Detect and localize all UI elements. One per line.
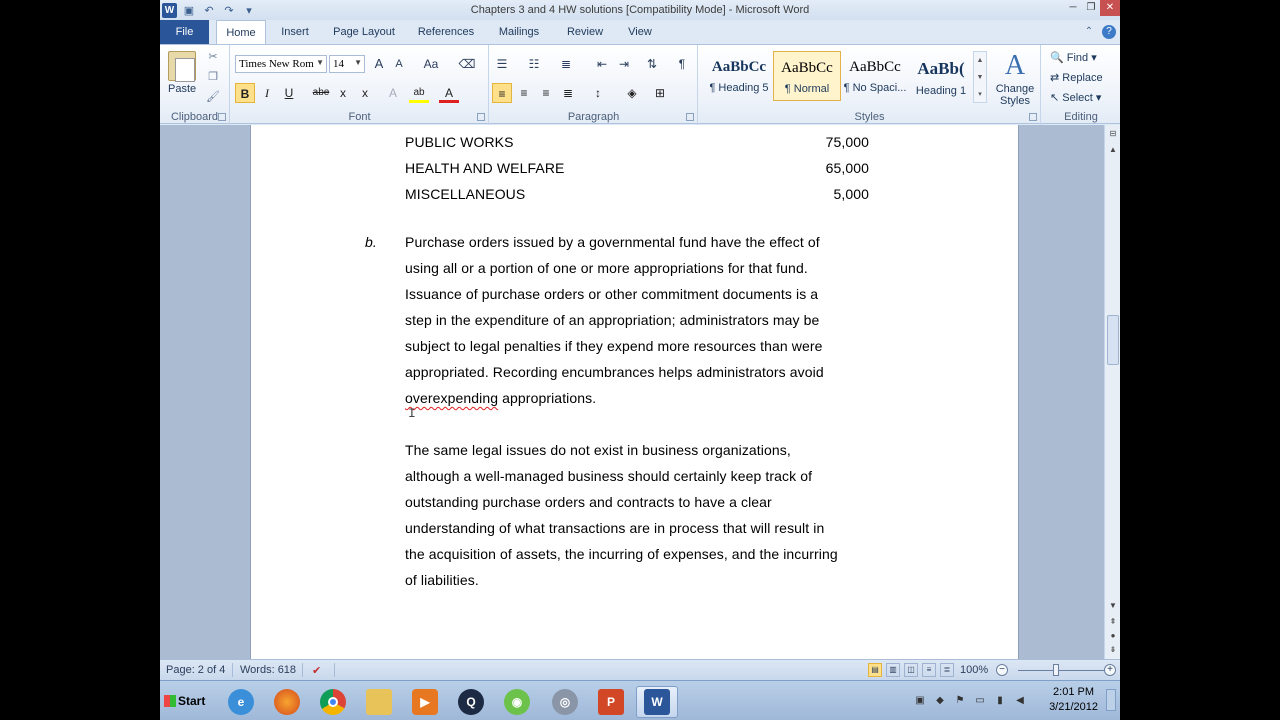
minimize-ribbon-icon[interactable]: ⌃ [1084, 26, 1094, 37]
outline-icon[interactable]: ≡ [922, 663, 936, 677]
tab-page-layout[interactable]: Page Layout [333, 26, 395, 38]
style-name: Heading 1 [915, 85, 967, 97]
right-black-border [1120, 0, 1280, 690]
word-app-icon[interactable]: W [162, 3, 177, 18]
taskbar-word[interactable] [636, 686, 678, 718]
close-icon[interactable]: ✕ [1100, 0, 1120, 16]
change-styles-icon: A [1004, 50, 1026, 81]
tab-insert[interactable]: Insert [281, 26, 309, 38]
divider [334, 663, 335, 677]
format-painter-icon[interactable]: 🖌 [206, 91, 220, 103]
font-group [231, 45, 489, 125]
taskbar-explorer[interactable] [358, 686, 400, 718]
style-name: ¶ Heading 5 [709, 82, 769, 94]
change-styles-button[interactable] [993, 49, 1037, 107]
appropriation-amount: 65,000 [825, 160, 869, 176]
style-heading-1[interactable] [907, 51, 975, 101]
text-line: Purchase orders issued by a governmental fund have the effect of [405, 234, 820, 250]
chevron-down-icon: ▼ [316, 58, 324, 67]
ribbon [160, 44, 1120, 124]
taskbar-internet-explorer[interactable] [220, 686, 262, 718]
bullets-icon[interactable]: ☰ [496, 57, 508, 71]
styles-group [699, 45, 1041, 125]
taskbar-itunes[interactable] [496, 686, 538, 718]
folder-icon [366, 689, 392, 715]
save-icon[interactable]: ▣ [183, 4, 195, 17]
align-center-icon[interactable]: ≡ [520, 86, 528, 100]
scroll-up-icon[interactable]: ▲ [1109, 145, 1117, 154]
text-line: subject to legal penalties if they expend more resources than were [405, 338, 823, 354]
customize-qat-icon[interactable]: ▾ [246, 4, 252, 17]
misspelled-word[interactable]: overexpending [405, 390, 499, 406]
text-line [405, 385, 915, 411]
font-size-box[interactable] [329, 55, 365, 73]
sort-icon[interactable]: ⇅ [646, 57, 658, 71]
page-indicator[interactable]: Page: 2 of 4 [166, 664, 226, 676]
style-no-spacing[interactable] [841, 51, 909, 101]
cut-icon[interactable]: ✂ [208, 51, 218, 63]
align-right-icon[interactable]: ≡ [542, 86, 550, 100]
ruler-toggle-icon[interactable]: ⊟ [1109, 129, 1117, 138]
draft-icon[interactable]: ≣ [940, 663, 954, 677]
paragraph-group [490, 45, 698, 125]
taskbar [160, 680, 1120, 720]
clock[interactable] [1049, 685, 1098, 715]
paste-icon[interactable] [168, 51, 196, 81]
tab-mailings[interactable]: Mailings [498, 26, 540, 38]
font-group-label: Font [348, 111, 371, 123]
justify-icon[interactable]: ≣ [562, 86, 574, 100]
clear-formatting-icon[interactable]: ⌫ [458, 57, 476, 71]
print-layout-icon[interactable]: ▤ [868, 663, 882, 677]
media-icon: ◉ [504, 689, 530, 715]
scroll-thumb[interactable] [1107, 315, 1119, 365]
line-spacing-icon[interactable]: ↕ [595, 86, 601, 100]
window-title: Chapters 3 and 4 HW solutions [Compatibility Mode] - Microsoft Word [470, 4, 810, 16]
business-paragraph [405, 437, 915, 593]
next-page-icon[interactable]: ⇟ [1109, 645, 1117, 654]
decrease-indent-icon[interactable]: ⇤ [596, 57, 608, 71]
select-label: Select [1062, 92, 1093, 104]
zoom-in-icon[interactable]: + [1104, 664, 1116, 676]
show-desktop-button[interactable] [1106, 689, 1116, 711]
text-run: appropriations. [498, 390, 597, 406]
left-black-border [0, 0, 160, 690]
word-count[interactable]: Words: 618 [240, 664, 297, 676]
proofing-icon[interactable]: ✔ [312, 665, 322, 677]
text-line: appropriated. Recording encumbrances helps administrators avoid [405, 364, 824, 380]
item-b-letter: b. [365, 234, 377, 250]
word-icon: W [644, 689, 670, 715]
tab-references[interactable]: References [417, 26, 475, 38]
appropriation-name: PUBLIC WORKS [405, 134, 514, 150]
italic-button[interactable]: I [265, 86, 269, 100]
word-window [160, 0, 1120, 680]
title-bar [160, 0, 1120, 20]
appropriation-row [405, 134, 869, 154]
restore-icon[interactable]: ❐ [1086, 2, 1096, 13]
text-line: understanding of what transactions are in process that will result in [405, 520, 825, 536]
change-case-button[interactable]: Aa [423, 57, 439, 71]
bluetooth-icon[interactable]: ◆ [936, 695, 944, 706]
clipboard-launcher-icon[interactable] [218, 113, 226, 121]
select-cursor-icon: ↖ [1050, 92, 1060, 104]
font-launcher-icon[interactable] [477, 113, 485, 121]
document-area [160, 125, 1104, 659]
battery-icon[interactable]: ▭ [975, 695, 985, 706]
appropriation-row [405, 160, 869, 180]
clipboard-group [160, 45, 230, 125]
editing-group [1042, 45, 1120, 125]
taskbar-media-player[interactable] [404, 686, 446, 718]
styles-launcher-icon[interactable] [1029, 113, 1037, 121]
status-bar [160, 659, 1120, 680]
shrink-font-button[interactable]: A [395, 58, 403, 70]
grow-font-button[interactable]: A [374, 56, 384, 71]
start-label: Start [178, 694, 206, 708]
text-line: using all or a portion of one or more appropriations for that fund. [405, 260, 808, 276]
multilevel-list-icon[interactable]: ≣ [560, 57, 572, 71]
style-sample: AaBb( [917, 59, 965, 78]
redo-icon[interactable]: ↷ [224, 4, 234, 17]
start-button[interactable] [160, 685, 210, 717]
text-line: step in the expenditure of an appropriation; administrators may be [405, 312, 820, 328]
web-layout-icon[interactable]: ◫ [904, 663, 918, 677]
text-effects-icon[interactable]: A [388, 86, 397, 100]
taskbar-powerpoint[interactable] [590, 686, 632, 718]
chrome-icon [320, 689, 346, 715]
find-button[interactable]: 🔍 Find ▾ [1050, 52, 1097, 64]
tab-file[interactable]: File [160, 20, 209, 44]
bold-button[interactable]: B [235, 83, 255, 103]
align-left-icon[interactable]: ≡ [492, 83, 512, 103]
style-heading-5[interactable] [705, 51, 773, 101]
style-name: ¶ Normal [784, 83, 830, 95]
taskbar-firefox[interactable] [266, 686, 308, 718]
internet-explorer-icon: e [228, 689, 254, 715]
tab-home[interactable]: Home [216, 20, 266, 45]
appropriation-amount: 5,000 [833, 186, 869, 202]
clock-time: 2:01 PM [1053, 686, 1095, 698]
appropriation-amount: 75,000 [825, 134, 869, 150]
taskbar-chrome[interactable] [312, 686, 354, 718]
styles-group-label: Styles [854, 111, 885, 123]
quicktime-icon: Q [458, 689, 484, 715]
media-player-icon: ▶ [412, 689, 438, 715]
zoom-slider[interactable] [1018, 670, 1108, 671]
window-controls [1064, 0, 1120, 16]
chevron-down-icon: ▼ [354, 58, 362, 67]
windows-flag-icon [164, 695, 176, 707]
style-name: ¶ No Spaci... [843, 82, 907, 94]
zoom-level[interactable]: 100% [960, 664, 989, 676]
appropriation-name: MISCELLANEOUS [405, 186, 526, 202]
replace-icon: ⇄ [1050, 72, 1060, 84]
zoom-slider-knob[interactable] [1053, 664, 1059, 676]
font-color-button[interactable]: A [439, 83, 459, 103]
text-line: Issuance of purchase orders or other commitment documents is a [405, 286, 819, 302]
style-sample: AaBbCc [711, 59, 767, 75]
ribbon-tabs [160, 20, 1120, 44]
clock-date: 3/21/2012 [1049, 701, 1098, 713]
text-line: the acquisition of assets, the incurring of expenses, and the incurring [405, 546, 838, 562]
powerpoint-icon: P [598, 689, 624, 715]
font-name-value: Times New Rom [239, 58, 314, 70]
network-icon[interactable]: ▣ [915, 695, 925, 706]
item-b-paragraph [405, 229, 915, 411]
font-name-box[interactable] [235, 55, 327, 73]
text-line: of liabilities. [405, 572, 479, 588]
appropriation-name: HEALTH AND WELFARE [405, 160, 565, 176]
styles-gallery-scroll[interactable]: ▲ ▼ ▾ [973, 51, 987, 103]
replace-button[interactable] [1050, 71, 1103, 84]
document-page[interactable] [250, 125, 1019, 659]
previous-page-icon[interactable]: ⇞ [1109, 617, 1117, 626]
tab-review[interactable]: Review [566, 26, 604, 38]
highlight-button[interactable]: ab [409, 83, 429, 103]
text-line: although a well-managed business should certainly keep track of [405, 468, 813, 484]
help-area [1082, 25, 1116, 39]
replace-label: Replace [1062, 72, 1103, 84]
increase-indent-icon[interactable]: ⇥ [618, 57, 630, 71]
flag-icon[interactable]: ⚑ [955, 695, 965, 706]
volume-icon[interactable]: ◀ [1016, 695, 1024, 706]
select-button[interactable]: ↖ Select ▾ [1050, 92, 1102, 104]
help-icon[interactable]: ? [1102, 25, 1116, 39]
scroll-down-icon[interactable]: ▼ [1109, 601, 1117, 610]
style-sample: AaBbCc [849, 59, 901, 75]
zoom-out-icon[interactable]: − [996, 664, 1008, 676]
subscript-button[interactable]: x [340, 86, 346, 100]
tab-view[interactable]: View [628, 26, 652, 38]
webcam-icon: ◎ [552, 689, 578, 715]
firefox-icon [274, 689, 300, 715]
paste-button[interactable]: Paste [168, 83, 197, 95]
text-cursor-icon: I [408, 406, 416, 421]
style-normal[interactable] [773, 51, 841, 101]
divider [232, 663, 233, 677]
full-screen-reading-icon[interactable]: ▥ [886, 663, 900, 677]
appropriation-row [405, 186, 869, 206]
underline-button[interactable]: U [284, 86, 294, 100]
vertical-scrollbar[interactable] [1104, 125, 1120, 659]
copy-icon[interactable]: ❐ [208, 71, 218, 83]
system-tray [910, 681, 1120, 720]
style-sample: AaBbCc [781, 60, 833, 76]
signal-icon[interactable]: ▮ [997, 695, 1003, 706]
find-label: Find [1066, 52, 1089, 64]
change-styles-label: Change Styles [995, 83, 1035, 107]
undo-icon[interactable]: ↶ [204, 4, 214, 17]
superscript-button[interactable]: x [362, 86, 368, 100]
editing-group-label: Editing [1064, 111, 1098, 123]
taskbar-quicktime[interactable] [450, 686, 492, 718]
paragraph-launcher-icon[interactable] [686, 113, 694, 121]
minimize-icon[interactable]: ─ [1069, 2, 1077, 13]
font-size-value: 14 [333, 58, 344, 70]
browse-object-icon[interactable]: ● [1110, 631, 1116, 640]
show-formatting-button[interactable]: ¶ [678, 57, 686, 71]
divider [302, 663, 303, 677]
numbering-icon[interactable]: ☷ [528, 57, 540, 71]
text-line: The same legal issues do not exist in business organizations, [405, 442, 791, 458]
shading-icon[interactable]: ◈ [627, 86, 637, 100]
paragraph-group-label: Paragraph [567, 111, 620, 123]
clipboard-group-label: Clipboard [170, 111, 219, 123]
strikethrough-button[interactable]: abe [312, 87, 330, 98]
borders-icon[interactable]: ⊞ [654, 86, 666, 100]
binoculars-icon: 🔍 [1050, 52, 1064, 64]
text-line: outstanding purchase orders and contracts to have a clear [405, 494, 772, 510]
taskbar-webcam[interactable] [544, 686, 586, 718]
